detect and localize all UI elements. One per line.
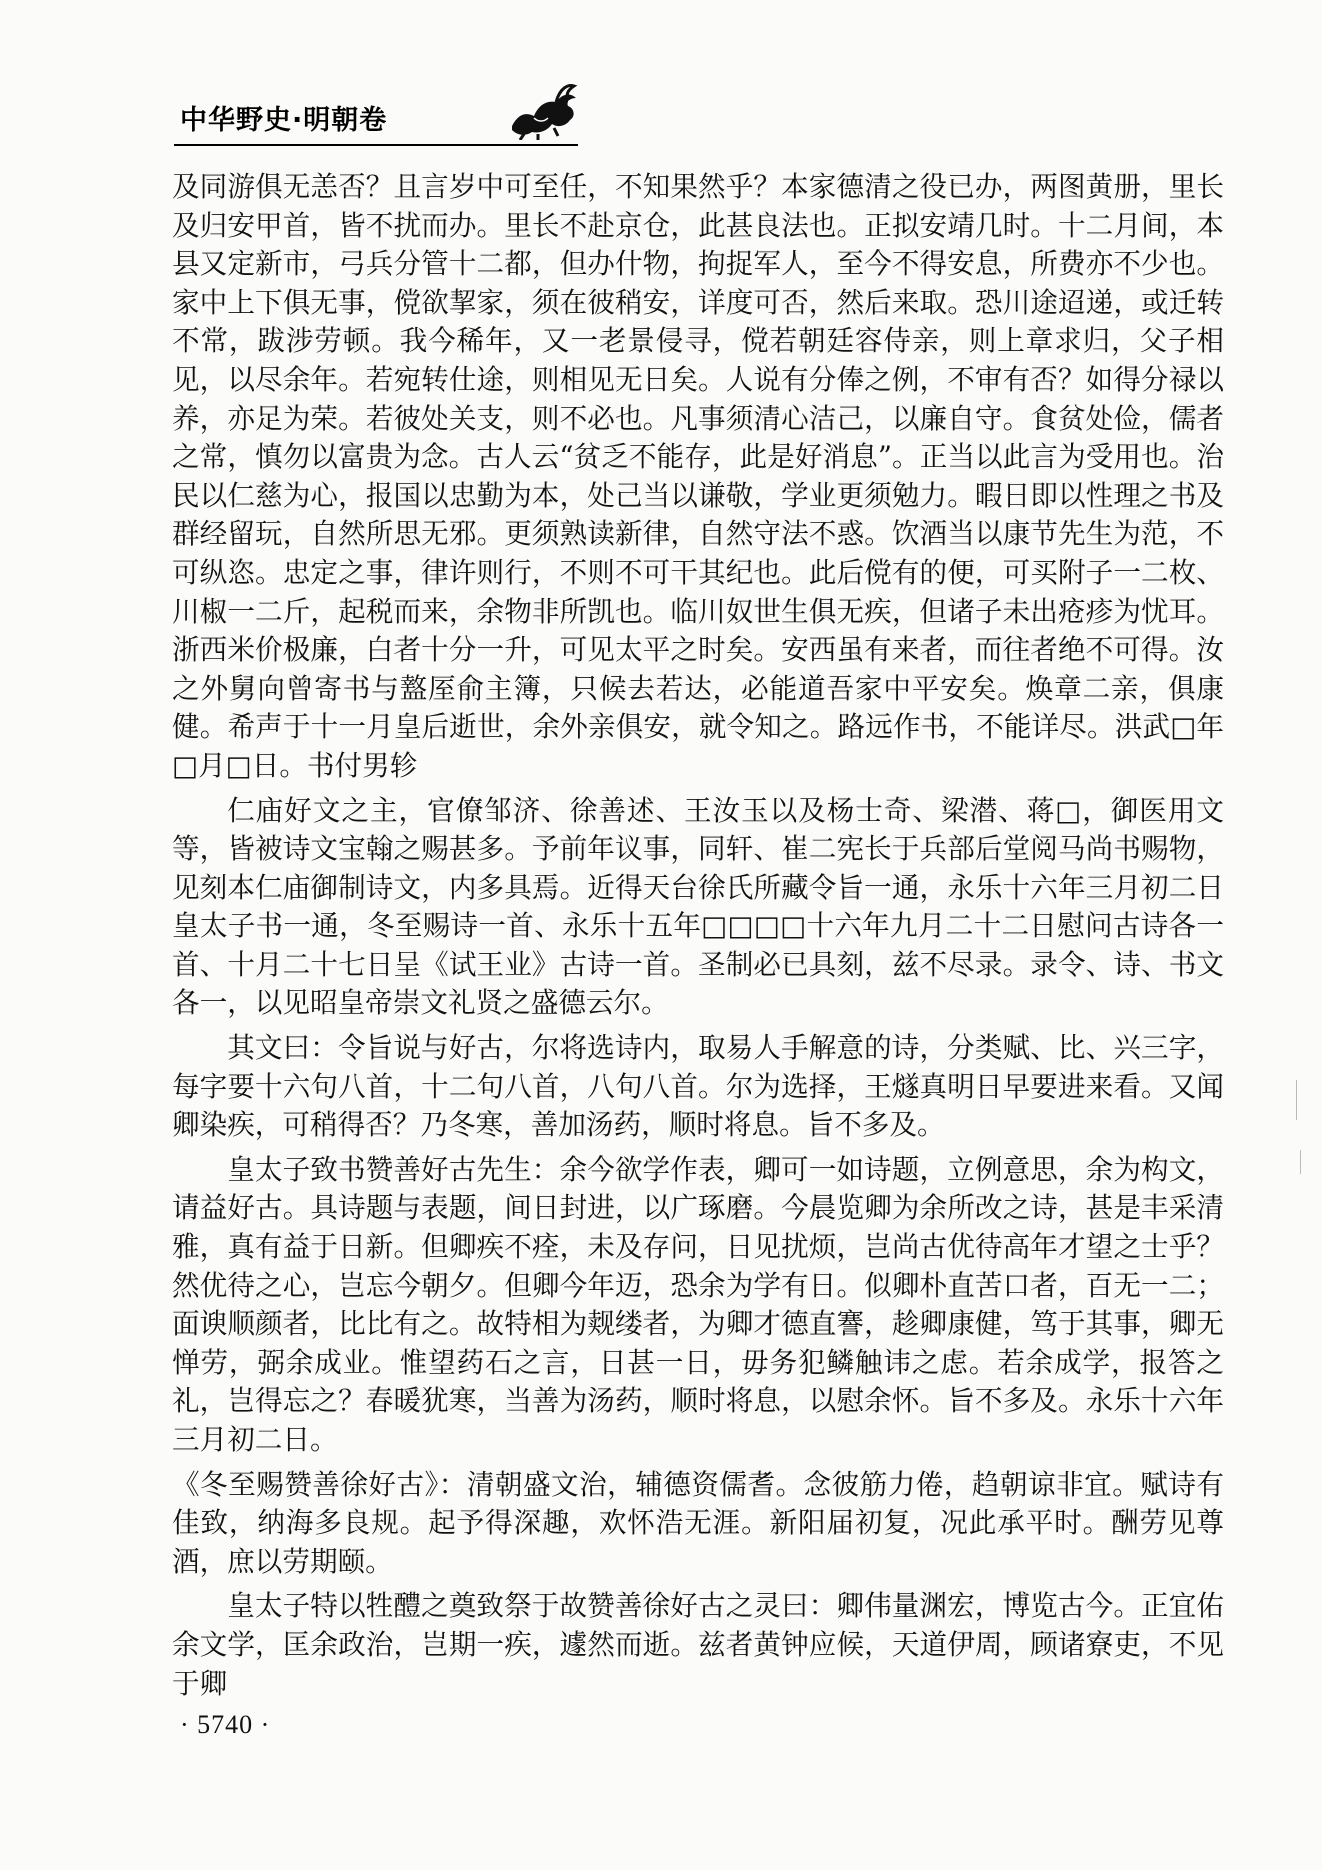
page-number: · 5740 · <box>180 1710 271 1739</box>
paragraph: 其文曰：令旨说与好古，尔将选诗内，取易人手解意的诗，分类赋、比、兴三字，每字要十六句八首，十二句八首，八句八首。尔为选择，王燧真明日早要进来看。又闻卿染疾，可稍得否？乃冬寒，善加汤药，顺时将息。旨不多及。 <box>172 1031 1224 1142</box>
book-title: 中华野史·明朝卷 <box>180 105 388 136</box>
paragraph: 及同游俱无恙否？且言岁中可至任，不知果然乎？本家德清之役已办，两图黄册，里长及归安甲首，皆不扰而办。里长不赴京仓，此甚良法也。正拟安靖几时。十二月间，本县又定新市，弓兵分管十二都，但办什物，拘捉军人，至今不得安息，所费亦不少也。家中上下俱无事，傥欲挈家，须在彼稍安，详度可否，然后来取。恐川途迢递，或迁转不常，跋涉劳顿。我今稀年，又一老景侵寻，傥若朝廷容侍亲，则上章求归，父子相见，以尽余年。若宛转仕途，则相见无日矣。人说有分俸之例，不审有否？如得分禄以养，亦足为荣。若彼处关支，则不必也。凡事须清心洁己，以廉自守。食贫处俭，儒者之常，慎勿以富贵为念。古人云“贫乏不能存，此是好消息”。正当以此言为受用也。治民以仁慈为心，报国以忠勤为本，处己当以谦敬，学业更须勉力。暇日即以性理之书及群经留玩，自然所思无邪。更须熟读新律，自然守法不惑。饮酒当以康节先生为范，不可纵恣。忠定之事，律许则行，不则不可干其纪也。此后傥有的便，可买附子一二枚、川椒一二斤，起税而来，余物非所凯也。临川奴世生俱无疾，但诸子未出疮疹为忧耳。浙西米价极廉，白者十分一升，可见太平之时矣。安西虽有来者，而往者绝不可得。汝之外舅向曾寄书与盩厔俞主簿，只候去若达，必能道吾家中平安矣。焕章二亲，俱康健。希声于十一月皇后逝世，余外亲俱安，就令知之。路远作书，不能详尽。洪武□年□月□日。书付男轸 <box>172 170 1224 782</box>
paragraph: 《冬至赐赞善徐好古》：清朝盛文治，辅德资儒耆。念彼筋力倦，趋朝谅非宜。赋诗有佳致，纳海多良规。起予得深趣，欢怀浩无涯。新阳届初复，况此承平时。酬劳见尊酒，庶以劳期颐。 <box>172 1467 1224 1578</box>
body-text <box>172 168 1224 1709</box>
paragraph: 皇太子致书赞善好古先生：余今欲学作表，卿可一如诗题，立例意思，余为构文，请益好古。具诗题与表题，间日封进，以广琢磨。今晨览卿为余所改之诗，甚是丰采清雅，真有益于日新。但卿疾不痊，未及存问，日见扰烦，岂尚古优待高年才望之士乎？然优待之心，岂忘今朝夕。但卿今年迈，恐余为学有日。似卿朴直苦口者，百无一二；面谀顺颜者，比比有之。故特相为觌缕者，为卿才德直謇，趁卿康健，笃于其事，卿无惮劳，弼余成业。惟望药石之言，日甚一日，毋务犯鳞触讳之虑。若余成学，报答之礼，岂得忘之？春暖犹寒，当善为汤药，顺时将息，以慰余怀。旨不多及。永乐十六年三月初二日。 <box>172 1152 1224 1456</box>
scan-edge-mark <box>1296 1080 1297 1120</box>
header-rule <box>174 144 578 146</box>
paragraph: 仁庙好文之主，官僚邹济、徐善述、王汝玉以及杨士奇、梁潜、蒋□，御医用文等，皆被诗文宝翰之赐甚多。予前年议事，同轩、崔二宪长于兵部后堂阅马尚书赐物，见刻本仁庙御制诗文，内多具焉。近得天台徐氏所藏令旨一通，永乐十六年三月初二日皇太子书一通，冬至赐诗一首、永乐十五年□□□□十六年九月二十二日慰问古诗各一首、十月二十七日呈《试王业》古诗一首。圣制必已具刻，兹不尽录。录令、诗、书文各一，以见昭皇帝崇文礼贤之盛德云尔。 <box>172 793 1224 1020</box>
scan-edge-mark <box>1300 1150 1301 1174</box>
dragon-emblem-icon <box>504 78 584 140</box>
running-header <box>174 78 734 148</box>
paragraph: 皇太子特以牲醴之奠致祭于故赞善徐好古之灵曰：卿伟量渊宏，博览古今。正宜佑余文学，匡余政治，岂期一疾，遽然而逝。兹者黄钟应候，天道伊周，顾诸寮吏，不见于卿 <box>172 1589 1224 1700</box>
